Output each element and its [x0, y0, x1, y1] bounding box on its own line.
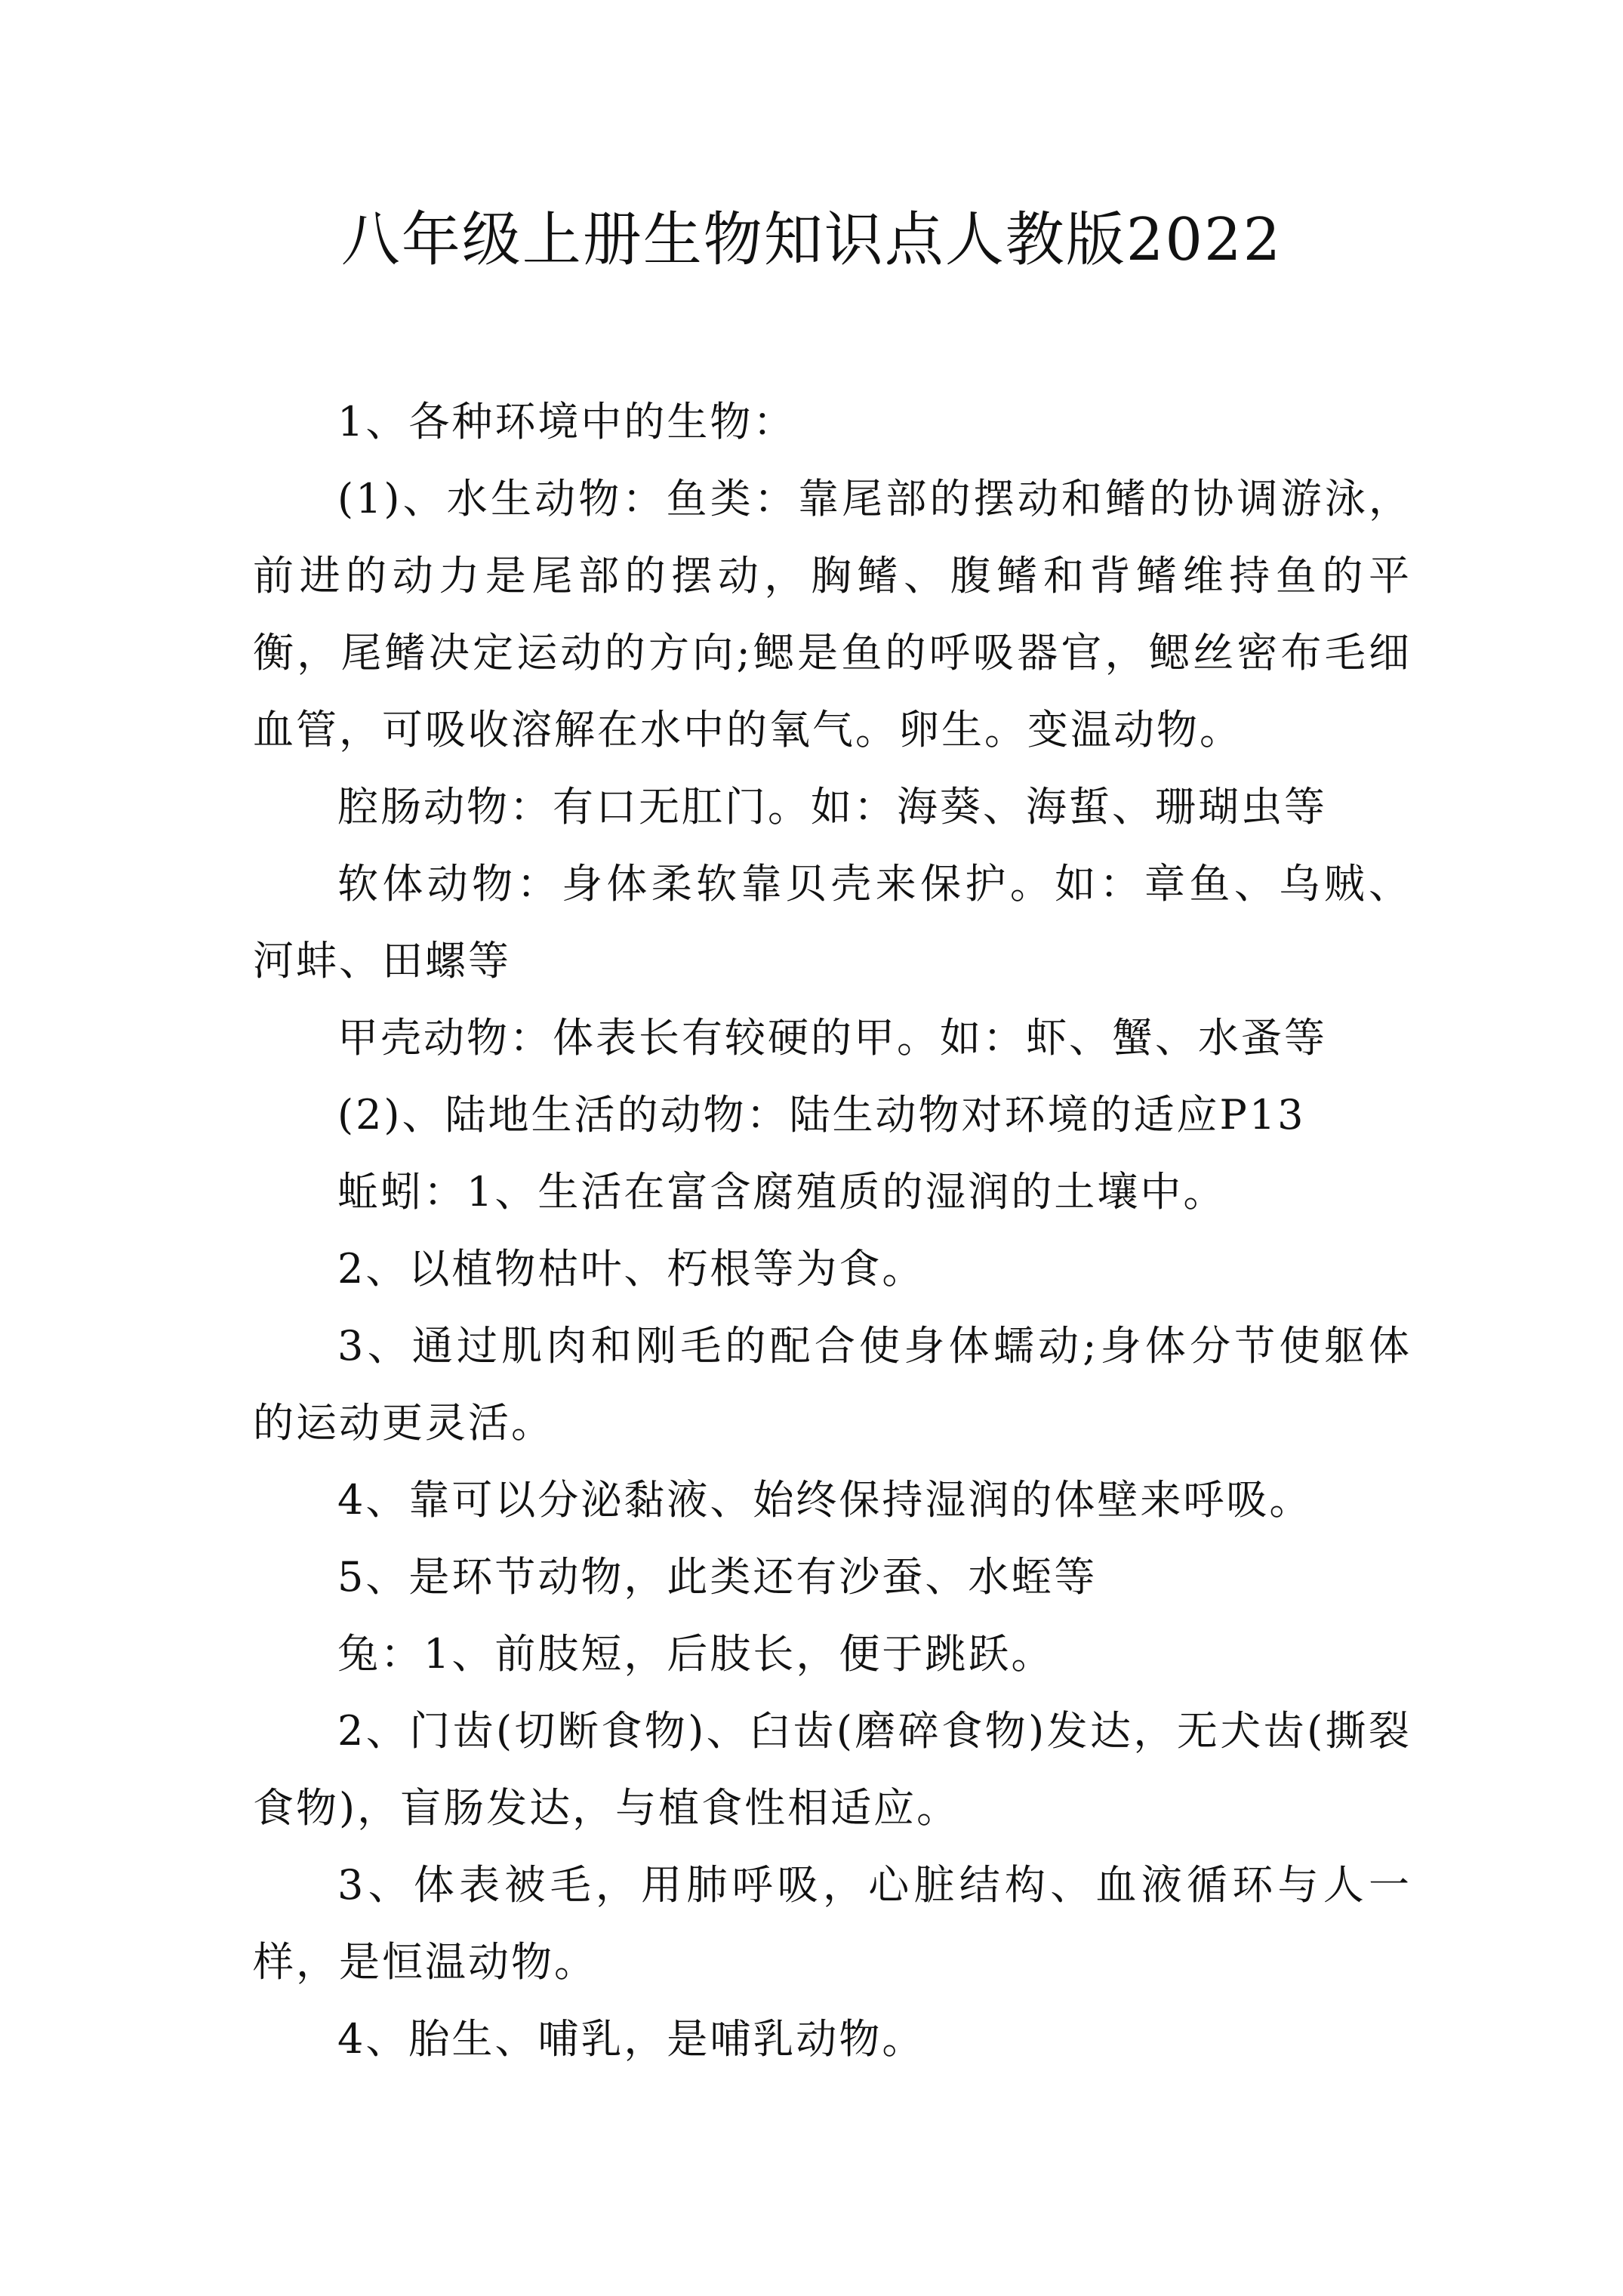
paragraph: 2、以植物枯叶、朽根等为食。: [337, 1245, 925, 1293]
paragraph: 4、靠可以分泌黏液、始终保持湿润的体壁来呼吸。: [337, 1476, 1313, 1524]
paragraph: 5、是环节动物，此类还有沙蚕、水蛭等: [337, 1553, 1098, 1601]
paragraph: 1、各种环境中的生物：: [337, 398, 796, 445]
paragraph: 兔：1、前肢短，后肢长，便于跳跃。: [337, 1630, 1055, 1678]
paragraph: 蚯蚓：1、生活在富含腐殖质的湿润的土壤中。: [337, 1168, 1227, 1216]
paragraph: 3、通过肌肉和刚毛的配合使身体蠕动;身体分节使躯体的运动更灵活。: [253, 1322, 1412, 1447]
paragraph: (1)、水生动物：鱼类：靠尾部的摆动和鳍的协调游泳，前进的动力是尾部的摆动，胸鳍、腹鳍和背鳍维持鱼的平衡，尾鳍决定运动的方向;鳃是鱼的呼吸器官，鳃丝密布毛细血管，可吸收溶解在水中的氧气。卵生。变温动物。: [253, 475, 1412, 754]
document-title: 八年级上册生物知识点人教版2022: [340, 206, 1283, 274]
paragraph: 3、体表被毛，用肺呼吸，心脏结构、血液循环与人一样，是恒温动物。: [253, 1861, 1412, 1986]
document-body: [253, 384, 1412, 2078]
paragraph: 甲壳动物：体表长有较硬的甲。如：虾、蟹、水蚤等: [337, 1014, 1327, 1062]
paragraph: 4、胎生、哺乳，是哺乳动物。: [337, 2015, 925, 2063]
paragraph: 2、门齿(切断食物)、臼齿(磨碎食物)发达，无犬齿(撕裂食物)，盲肠发达，与植食性相适应。: [253, 1707, 1412, 1832]
paragraph: 软体动物：身体柔软靠贝壳来保护。如：章鱼、乌贼、河蚌、田螺等: [253, 860, 1412, 985]
paragraph: 腔肠动物：有口无肛门。如：海葵、海蜇、珊瑚虫等: [337, 783, 1327, 831]
paragraph: (2)、陆地生活的动物：陆生动物对环境的适应P13: [337, 1091, 1306, 1139]
